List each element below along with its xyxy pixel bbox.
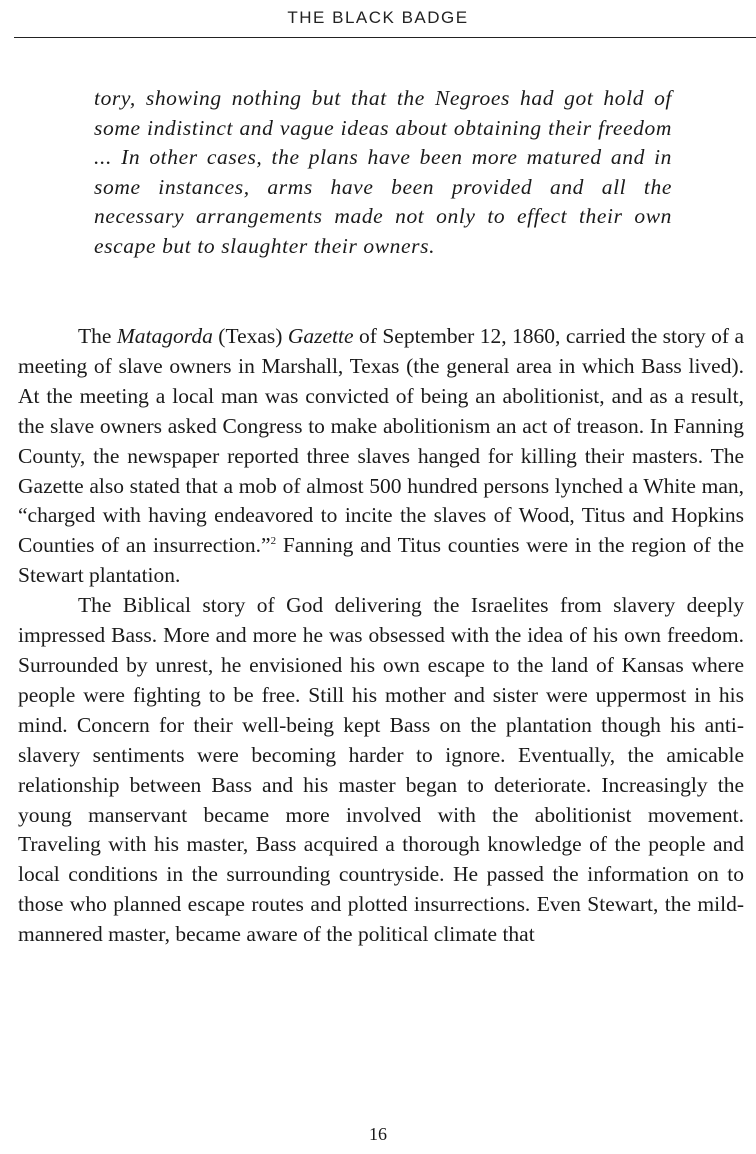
newspaper-place: (Texas) xyxy=(212,324,288,348)
page-number: 16 xyxy=(369,1124,387,1144)
block-quote: tory, showing nothing but that the Negroes had got hold of some indistinct and vague ideas about obtaining their freedom ... In other cases, the plans have been more matured and in some instances, arms have been provided and all the necessary arrangements made not only to effect their own escape but to slaughter their owners. xyxy=(94,86,672,258)
paragraph-text: of September 12, 1860, carried the story of a meeting of slave owners in Marshall, Texas (the general area in which Bass lived). At the meeting a local man was convicted of being an abolitionist, and as a result, the slave owners asked Congress to make abolitionism an act of treason. In Fanning County, the newspaper reported three slaves hanged for killing their masters. The Gazette also stated that a mob of almost 500 hundred persons lynched a White man, “charged with having endeavored to incite the slaves of Wood, Titus and Hopkins Counties of an insurrection.” xyxy=(18,324,745,558)
paragraph-gazette xyxy=(18,322,744,591)
paragraph-biblical: The Biblical story of God delivering the Israelites from slavery deeply impressed Bass. More and more he was obsessed with the idea of his own freedom. Surrounded by unrest, he envisioned his own escape to the land of Kansas where people were fighting to be free. Still his mother and sister were uppermost in his mind. Concern for their well-being kept Bass on the plantation though his anti-slavery sentiments were becoming harder to ignore. Eventually, the amicable relationship between Bass and his master began to deteriorate. Increasingly the young manservant became more involved with the abolitionist movement. Traveling with his master, Bass acquired a thorough knowledge of the people and local conditions in the surrounding countryside. He passed the information on to those who planned escape routes and plotted insurrections. Even Stewart, the mild-mannered master, became aware of the political climate that xyxy=(18,593,744,947)
page-header xyxy=(0,0,756,40)
newspaper-name: Gazette xyxy=(287,324,354,348)
header-rule xyxy=(14,37,756,38)
paragraph-start: The xyxy=(78,324,112,348)
footnote-marker: 2 xyxy=(270,535,277,548)
body-text xyxy=(18,322,744,950)
newspaper-title: Matagorda xyxy=(116,324,213,348)
paragraph-text-end: Fanning and Titus counties were in the region of the Stewart plantation. xyxy=(18,533,744,588)
running-head: THE BLACK BADGE xyxy=(287,8,469,27)
